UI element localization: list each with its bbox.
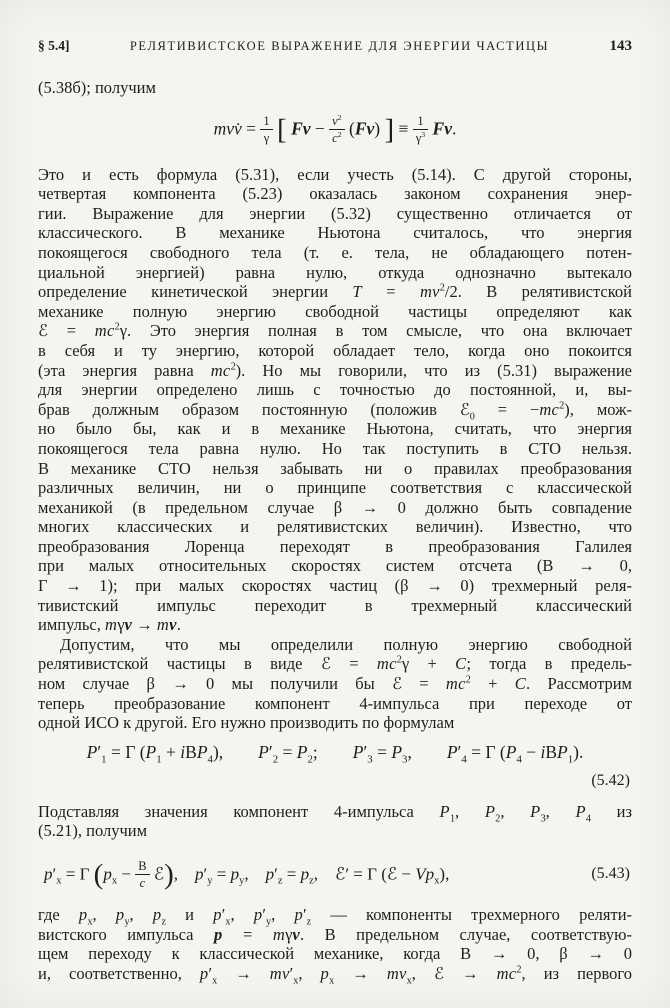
text-line: (5.21), получим <box>38 821 148 841</box>
text-line: но было бы, как и в механике Ньютона, считать, что энергия <box>38 419 632 439</box>
equation-label-543: (5.43) <box>591 865 630 882</box>
paragraph-energy-discussion <box>38 165 632 635</box>
text-line: механикой (в предельном случае β → 0 должно быть совпадение <box>38 497 632 517</box>
formula-content: $p'_x = \Gamma$ ($p_x$ − $\frac{B}{c}$ ℰ), $p'_y = p_y$, $p'_z = p_z$, ℰ′ = Γ (ℰ − $Vp_x$), <box>44 857 450 890</box>
text-line: импульс, mγv → mv. <box>38 615 181 635</box>
text-line: определение кинетической энергии $T = mv^2/2$. В релятивистской <box>38 282 633 302</box>
display-formula-538b-result <box>38 105 632 154</box>
text-line: классического. В механике Ньютона считалось, что энергия <box>38 223 632 243</box>
equation-543 <box>38 852 632 896</box>
paragraph-dopustim <box>38 635 632 733</box>
text-line: тивистский импульс переходит в трехмерный классический <box>38 595 632 615</box>
text-line: четвертая компонента (5.23) оказалась законом сохранения энер- <box>38 184 632 204</box>
text-line: щем переходу к классической механике, когда B → 0, β → 0 <box>38 944 632 964</box>
page-number: 143 <box>609 38 632 54</box>
formula-content: $P'_1 = \Gamma$ $(P_1 + iBP_4)$, $P'_2 = P_2$; $P'_3 = P_3$, $P'_4 = \Gamma$ $(P_4 - iBP_1)$. <box>86 741 584 766</box>
text-line: Γ → 1); при малых скоростях частиц (β → 0) трехмерный реля- <box>38 576 632 596</box>
text-line: для энергии определено лишь с точностью до постоянной, и, вы- <box>38 380 632 400</box>
running-header <box>38 38 632 55</box>
text-line: Допустим, что мы определили полную энергию свободной <box>60 634 632 654</box>
text-line: многих классических и релятивистских величин). Известно, что <box>38 517 632 537</box>
text-line: Подставляя значения компонент 4-импульса $P_1$, $P_2$, $P_3$, $P_4$ из <box>38 801 633 825</box>
text-line: различных величин, ни о принципе соответствия с классической <box>38 478 632 498</box>
text-line: покоящегося тела равна нулю. Но так поступить в СТО нельзя. <box>38 438 632 458</box>
text-line: (эта энергия равна $mc^2$). Но мы говорили, что из (5.31) выражение <box>38 360 632 380</box>
lead-line: (5.38б); получим <box>38 78 156 97</box>
text-line: гии. Выражение для энергии (5.32) существенно отличается от <box>38 203 632 223</box>
text-line: ном случае β → 0 мы получили бы ℰ = $mc^2 + C$. Рассмотрим <box>38 674 633 694</box>
equation-label-542: (5.42) <box>591 771 630 789</box>
text-line: одной ИСО к другой. Его нужно производить по формулам <box>38 713 455 733</box>
text-line: где $p_x$, $p_y$, $p_z$ и $p'_x$, $p'_y$, $p'_z$ — компоненты трехмерного реляти- <box>38 905 633 928</box>
running-title: РЕЛЯТИВИСТСКОЕ ВЫРАЖЕНИЕ ДЛЯ ЭНЕРГИИ ЧАСТИЦЫ <box>129 39 550 53</box>
text-line: теперь преобразование компонент 4-импульса при переходе от <box>38 693 632 713</box>
text-line: В механике СТО нельзя забывать ни о правилах преобразования <box>38 458 632 478</box>
text-line: брав должным образом постоянную (положив ℰ$_0$ = $-mc^2$), мож- <box>38 399 632 423</box>
section-label: § 5.4] <box>38 38 70 53</box>
text-line: вистского импульса p = mγv. В предельном случае, соответствую- <box>38 924 632 944</box>
text-line: и, соответственно, $p'_x \to mv'_x$, $p_x \to mv_x$, ℰ → $mc^2$, из первого <box>38 963 633 987</box>
formula-content: mvv̇ = $\frac{1}{\gamma}$ [ Fv − $\frac{v^2}{c^2}$ (Fv) ] ≡ $\frac{1}{\gamma^3}$ Fv. <box>213 112 457 145</box>
equation-542 <box>38 738 632 766</box>
text-line: циальной энергией) равна нулю, откуда однозначно вытекало <box>38 262 632 282</box>
text-line: релятивистской частицы в виде ℰ = $mc^2\gamma + C$; тогда в предель- <box>38 654 632 674</box>
paragraph-podstavlyaya <box>38 802 632 841</box>
text-line: ℰ = $mc^2\gamma$. Это энергия полная в том смысле, что она включает <box>38 321 633 341</box>
text-line: покоящегося свободного тела (т. е. тела, не обладающего потен- <box>38 242 632 262</box>
paragraph-components <box>38 905 633 987</box>
text-line: Это и есть формула (5.31), если учесть (5.14). С другой стороны, <box>38 164 632 184</box>
text-line: при малых относительных скоростях систем отсчета (B → 0, <box>38 556 632 576</box>
text-line: в себя и ту энергию, которой обладает тело, когда оно покоится <box>38 340 632 360</box>
text-line: преобразования Лоренца переходят в преобразования Галилея <box>38 536 632 556</box>
text-line: механике полную энергию свободной частицы определяют как <box>38 301 632 321</box>
